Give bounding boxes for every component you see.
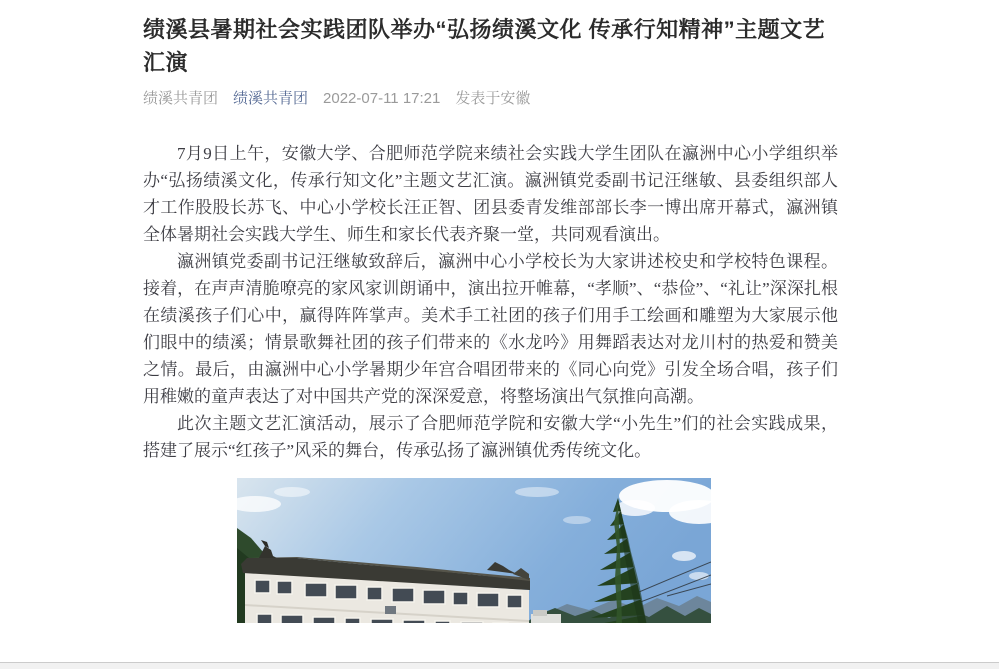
paragraph-1: 7月9日上午，安徽大学、合肥师范学院来绩社会实践大学生团队在瀛洲中心小学组织举办“弘扬绩溪文化，传承行知文化”主题文艺汇演。瀛洲镇党委副书记汪继敏、县委组织部人才工作股股长苏飞、中心小学校长汪正智、团县委青发维部部长李一博出席开幕式，瀛洲镇全体暑期社会实践大学生、师生和家长代表齐聚一堂，共同观看演出。 bbox=[143, 144, 838, 244]
article-title: 绩溪县暑期社会实践团队举办“弘扬绩溪文化 传承行知精神”主题文艺汇演 bbox=[143, 17, 826, 75]
photo-ac-unit bbox=[385, 606, 396, 614]
article-body bbox=[143, 140, 838, 464]
official-account-link[interactable]: 绩溪共青团 bbox=[233, 90, 309, 107]
paragraph-3: 此次主题文艺汇演活动，展示了合肥师范学院和安徽大学“小先生”们的社会实践成果，搭建了展示“红孩子”风采的舞台，传承弘扬了瀛洲镇优秀传统文化。 bbox=[143, 414, 838, 460]
school-photo-illustration bbox=[237, 478, 711, 623]
publish-datetime: 2022-07-11 17:21 bbox=[323, 90, 441, 107]
horizontal-scrollbar[interactable] bbox=[0, 662, 999, 669]
publish-location: 发表于安徽 bbox=[455, 90, 531, 107]
article-meta-row bbox=[143, 88, 838, 109]
paragraph-2: 瀛洲镇党委副书记汪继敏致辞后，瀛洲中心小学校长为大家讲述校史和学校特色课程。接着，在声声清脆嘹亮的家风家训朗诵中，演出拉开帷幕，“孝顺”、“恭俭”、“礼让”深深扎根在绩溪孩子们心中，赢得阵阵掌声。美术手工社团的孩子们用手工绘画和雕塑为大家展示他们眼中的绩溪；情景歌舞社团的孩子们带来的《水龙吟》用舞蹈表达对龙川村的热爱和赞美之情。最后，由瀛洲中心小学暑期少年宫合唱团带来的《同心向党》引发全场合唱，孩子们用稚嫩的童声表达了对中国共产党的深深爱意，将整场演出气氛推向高潮。 bbox=[143, 252, 838, 406]
author-name: 绩溪共青团 bbox=[143, 90, 219, 107]
article-photo[interactable] bbox=[237, 478, 711, 623]
article-content bbox=[143, 0, 838, 623]
